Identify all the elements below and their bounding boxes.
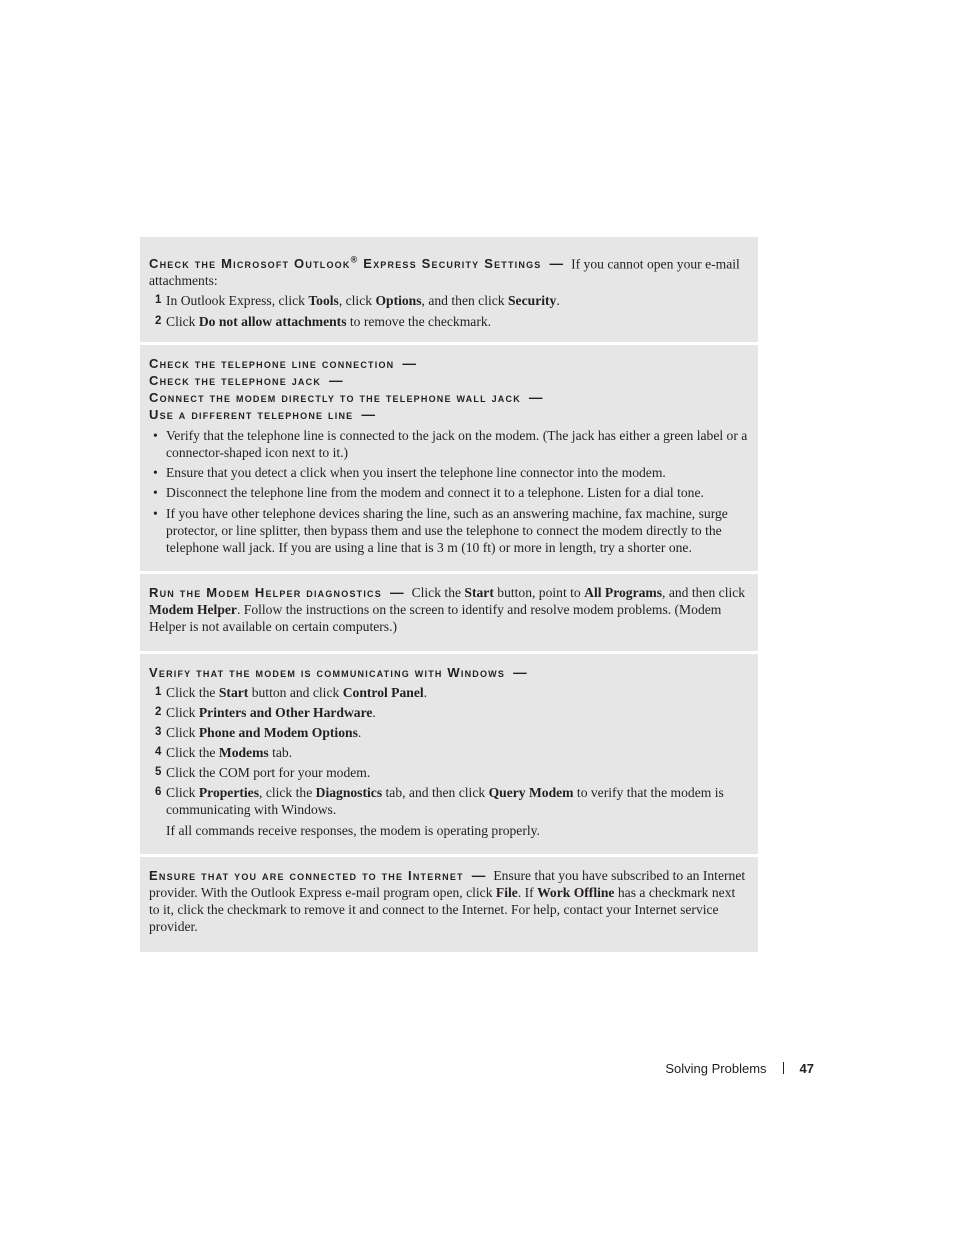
step-item: 2 Click Do not allow attachments to remove the checkmark.: [155, 314, 492, 330]
section-heading: Connect the modem directly to the telephone wall jack —: [149, 390, 543, 405]
bullet-item: • Verify that the telephone line is connected to the jack on the modem. (The jack has either a green label or a connector-shaped icon next to it.): [153, 428, 748, 460]
section-heading: Use a different telephone line —: [149, 407, 375, 422]
bullet-item: • Disconnect the telephone line from the modem and connect it to a telephone. Listen for a dial tone.: [153, 485, 704, 500]
footer-section-title: Solving Problems: [665, 1061, 767, 1076]
section-heading: Check the telephone jack —: [149, 373, 343, 388]
section-heading: Check the Microsoft Outlook® Express Security Settings: [149, 255, 542, 272]
section-heading: Check the telephone line connection —: [149, 356, 416, 371]
section-modem-windows: [140, 654, 758, 854]
section-paragraph: Check the Microsoft Outlook® Express Security Settings — If you cannot open your e-mail attachments:: [149, 255, 740, 289]
page-number: 47: [799, 1061, 814, 1076]
bullet-item: • If you have other telephone devices sharing the line, such as an answering machine, fax machine, surge protector, or line splitter, then bypass them and use the telephone to connect the modem directly to the telephone wall jack. If you are using a line that is 3 m (10 ft) or more in length, try a shorter one.: [153, 506, 728, 555]
step-item: 6 Click Properties, click the Diagnostics tab, and then click Query Modem to verify that the modem is communicating with Windows.: [155, 785, 724, 817]
section-internet-connection: [140, 857, 758, 952]
step-item: 3 Click Phone and Modem Options.: [155, 725, 362, 740]
footer-divider: [783, 1062, 784, 1074]
page-footer: [665, 1061, 814, 1076]
step-item: 2 Click Printers and Other Hardware.: [155, 705, 376, 720]
section-paragraph: Run the Modem Helper diagnostics — Click the Start button, point to All Programs, and then click Modem Helper. Follow the instructions on the screen to identify and resolve modem problems. (Modem Helper is not available on certain computers.): [149, 585, 746, 634]
bullet-item: • Ensure that you detect a click when you insert the telephone line connector into the modem.: [153, 465, 666, 480]
intro-text: If you cannot open your e-mail attachments:: [149, 256, 740, 289]
section-paragraph: Ensure that you are connected to the Internet — Ensure that you have subscribed to an Internet provider. With the Outlook Express e-mail program open, click File. If Work Offline has a checkmark next to it, click the checkmark to remove it and connect to the Internet. For help, contact your Internet service provider.: [149, 868, 746, 934]
section-heading: Verify that the modem is communicating with Windows —: [149, 665, 527, 680]
step-item: 5 Click the COM port for your modem.: [155, 765, 371, 780]
section-modem-helper: [140, 574, 758, 651]
step-item: 1 Click the Start button and click Control Panel.: [155, 685, 428, 700]
section-heading: Ensure that you are connected to the Internet: [149, 868, 464, 883]
step-item: 4 Click the Modems tab.: [155, 745, 293, 760]
section-outlook-security: [140, 237, 758, 342]
section-heading: Run the Modem Helper diagnostics: [149, 585, 382, 600]
section-telephone-line: [140, 345, 758, 571]
note-text: If all commands receive responses, the modem is operating properly.: [166, 823, 540, 838]
step-item: 1 In Outlook Express, click Tools, click Options, and then click Security.: [155, 293, 560, 309]
